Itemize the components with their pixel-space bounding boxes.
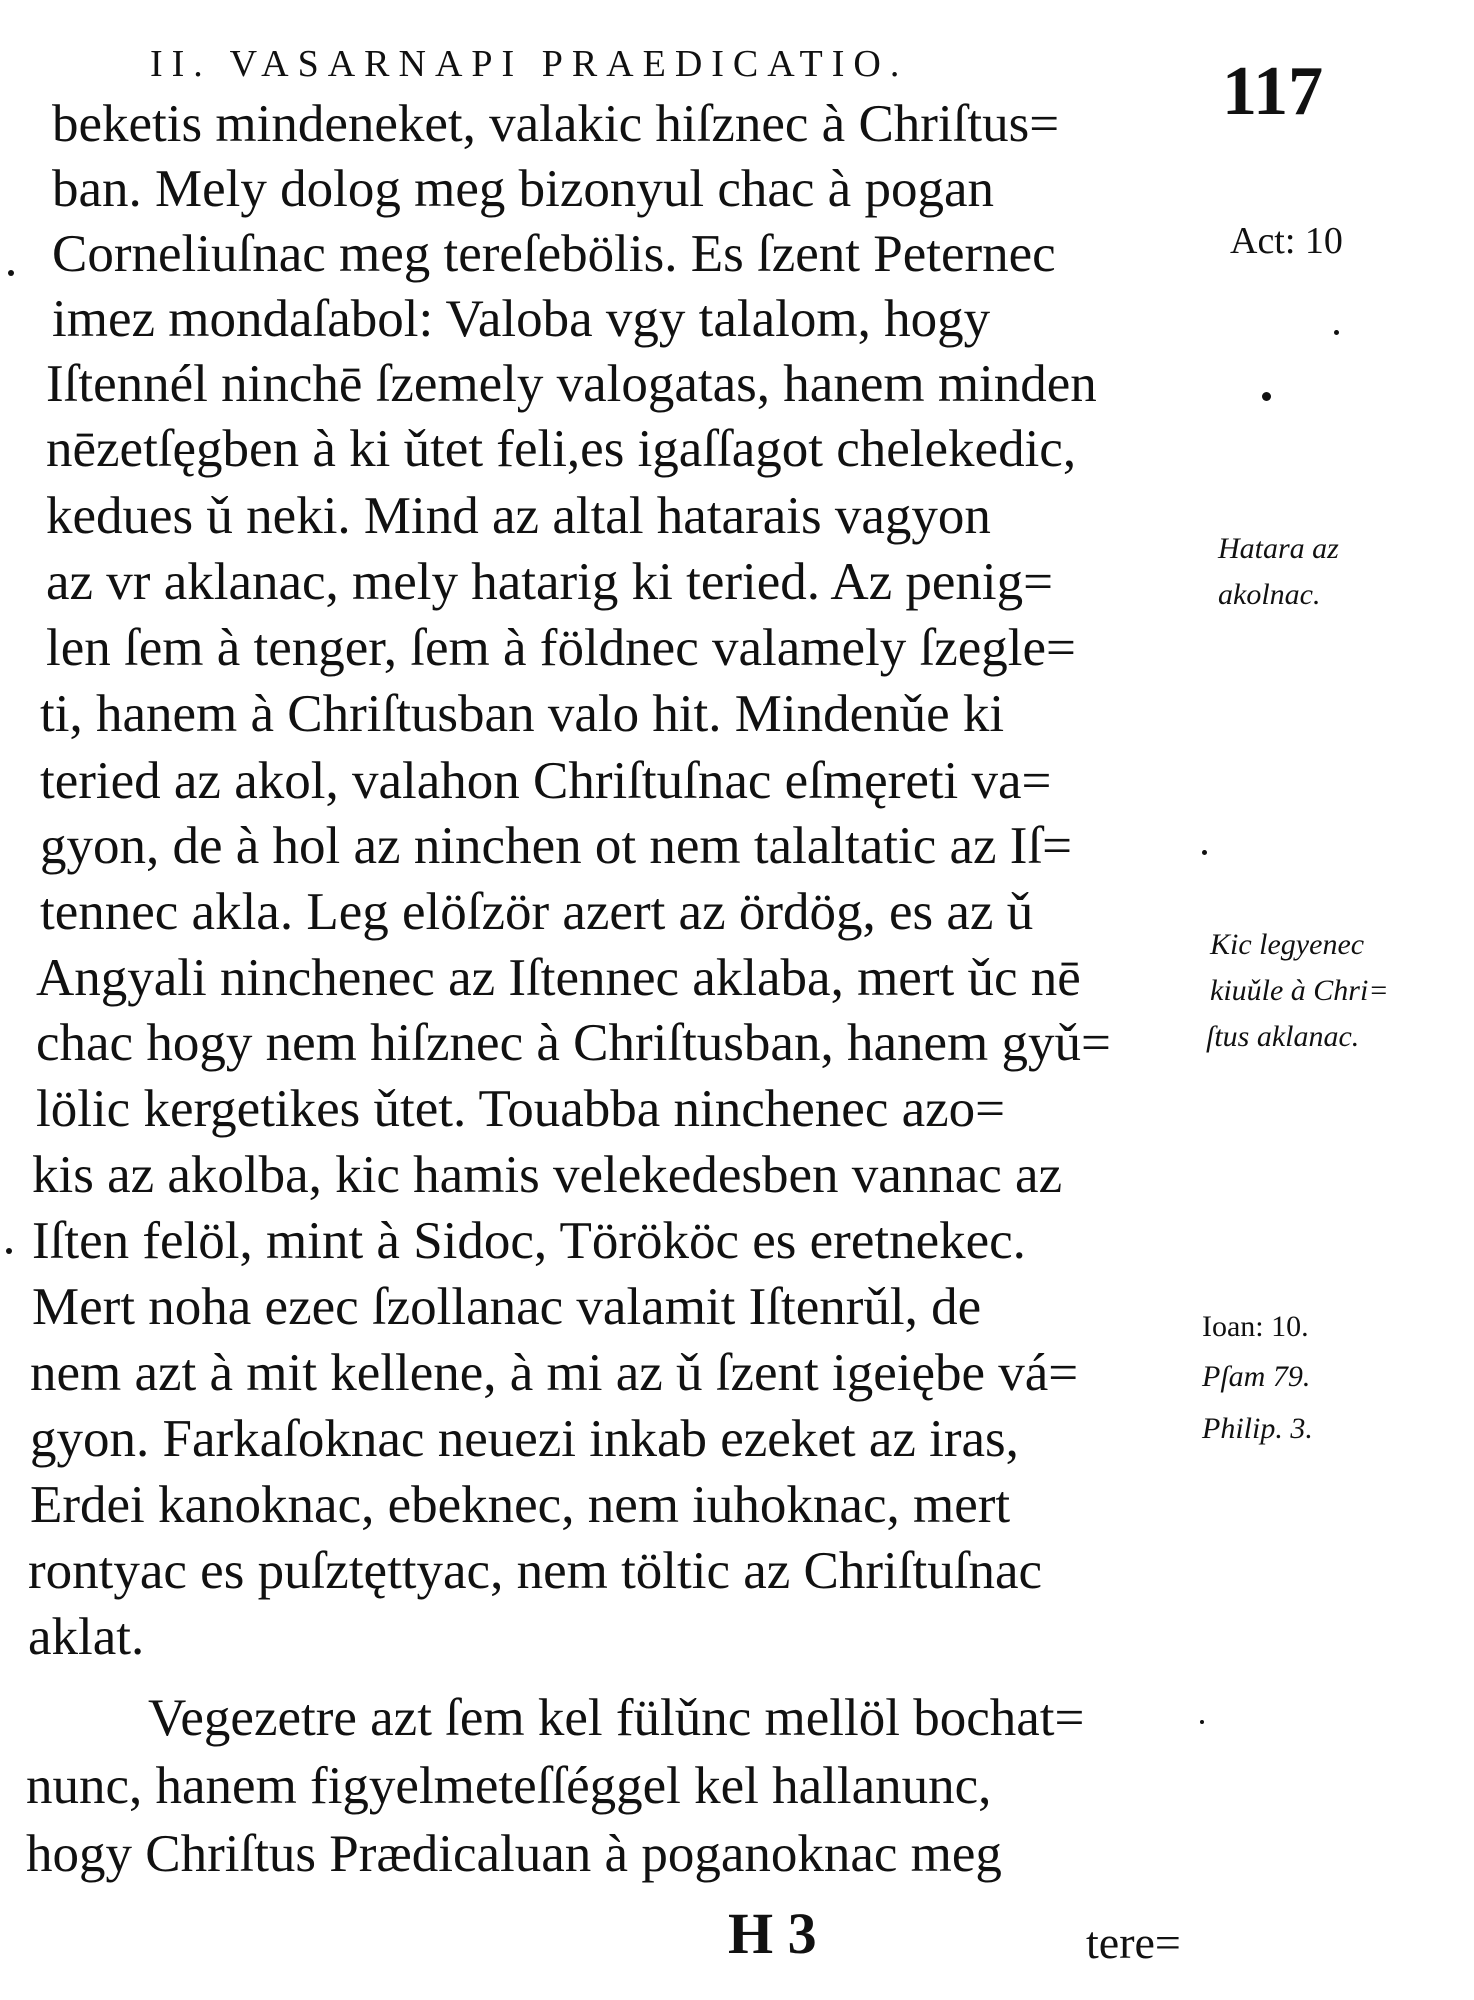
ink-speck	[8, 270, 14, 276]
text-line: beketis mindeneket, valakic hiſznec à Chriſtus=	[52, 95, 1060, 153]
margin-note: Hatara az	[1218, 532, 1339, 565]
text-line: Iſten felöl, mint à Sidoc, Törököc es eretnekec.	[32, 1212, 1026, 1270]
text-line: teried az akol, valahon Chriſtuſnac eſmęreti va=	[40, 752, 1052, 810]
text-line: ban. Mely dolog meg bizonyul chac à pogan	[52, 160, 994, 218]
page-number: 117	[1222, 53, 1324, 130]
text-line: nem azt à mit kellene, à mi az ǔ ſzent igeiębe vá=	[30, 1344, 1079, 1402]
text-line: imez mondaſabol: Valoba vgy talalom, hogy	[52, 290, 991, 348]
ink-speck	[1202, 850, 1207, 855]
margin-note: Kic legyenec	[1210, 928, 1365, 961]
text-line: nunc, hanem figyelmeteſſéggel kel hallanunc,	[26, 1757, 992, 1815]
text-line: lölic kergetikes ǔtet. Touabba ninchenec azo=	[36, 1080, 1006, 1138]
text-line: gyon, de à hol az ninchen ot nem talaltatic az Iſ=	[40, 817, 1073, 875]
text-line: nēzetſęgben à ki ǔtet feli,es igaſſagot chelekedic,	[46, 420, 1077, 478]
text-line: chac hogy nem hiſznec à Chriſtusban, hanem gyǔ=	[36, 1014, 1111, 1072]
text-line: aklat.	[28, 1608, 145, 1666]
text-line: kedues ǔ neki. Mind az altal hatarais vagyon	[46, 487, 991, 545]
margin-note: kiuǔle à Chri=	[1210, 974, 1389, 1007]
margin-note: Philip. 3.	[1202, 1412, 1313, 1445]
text-line: az vr aklanac, mely hatarig ki teried. Az penig=	[46, 553, 1054, 611]
text-line: Vegezetre azt ſem kel fülǔnc mellöl bochat=	[148, 1689, 1085, 1747]
margin-note: ſtus aklanac.	[1206, 1020, 1360, 1053]
margin-note: Ioan: 10.	[1202, 1310, 1309, 1343]
text-line: Mert noha ezec ſzollanac valamit Iſtenrǔl, de	[32, 1278, 982, 1336]
margin-note: Pſam 79.	[1202, 1360, 1311, 1393]
catchword: tere=	[1086, 1917, 1181, 1968]
ink-speck	[1334, 330, 1339, 335]
margin-note: Act: 10	[1230, 220, 1343, 262]
text-line: Angyali ninchenec az Iſtennec aklaba, mert ǔc nē	[36, 949, 1081, 1007]
ink-speck	[1262, 392, 1271, 401]
ink-speck	[1200, 1720, 1204, 1724]
text-line: Erdei kanoknac, ebeknec, nem iuhoknac, mert	[30, 1476, 1011, 1534]
text-line: gyon. Farkaſoknac neuezi inkab ezeket az iras,	[30, 1410, 1019, 1468]
running-head: II. VASARNAPI PRAEDICATIO.	[150, 43, 909, 85]
ink-speck	[6, 1248, 12, 1254]
text-line: ti, hanem à Chriſtusban valo hit. Mindenǔe ki	[40, 685, 1005, 743]
text-line: Iſtennél ninchē ſzemely valogatas, hanem minden	[46, 355, 1097, 413]
signature-mark: H 3	[728, 1901, 817, 1966]
text-line: tennec akla. Leg elöſzör azert az ördög, es az ǔ	[40, 883, 1034, 941]
text-line: rontyac es puſztęttyac, nem töltic az Chriſtuſnac	[28, 1542, 1042, 1600]
text-line: hogy Chriſtus Prædicaluan à poganoknac meg	[26, 1825, 1002, 1883]
text-line: Corneliuſnac meg tereſebölis. Es ſzent Peternec	[52, 225, 1056, 283]
text-line: len ſem à tenger, ſem à földnec valamely ſzegle=	[46, 619, 1076, 677]
margin-note: akolnac.	[1218, 578, 1321, 611]
text-line: kis az akolba, kic hamis velekedesben vannac az	[32, 1146, 1063, 1204]
